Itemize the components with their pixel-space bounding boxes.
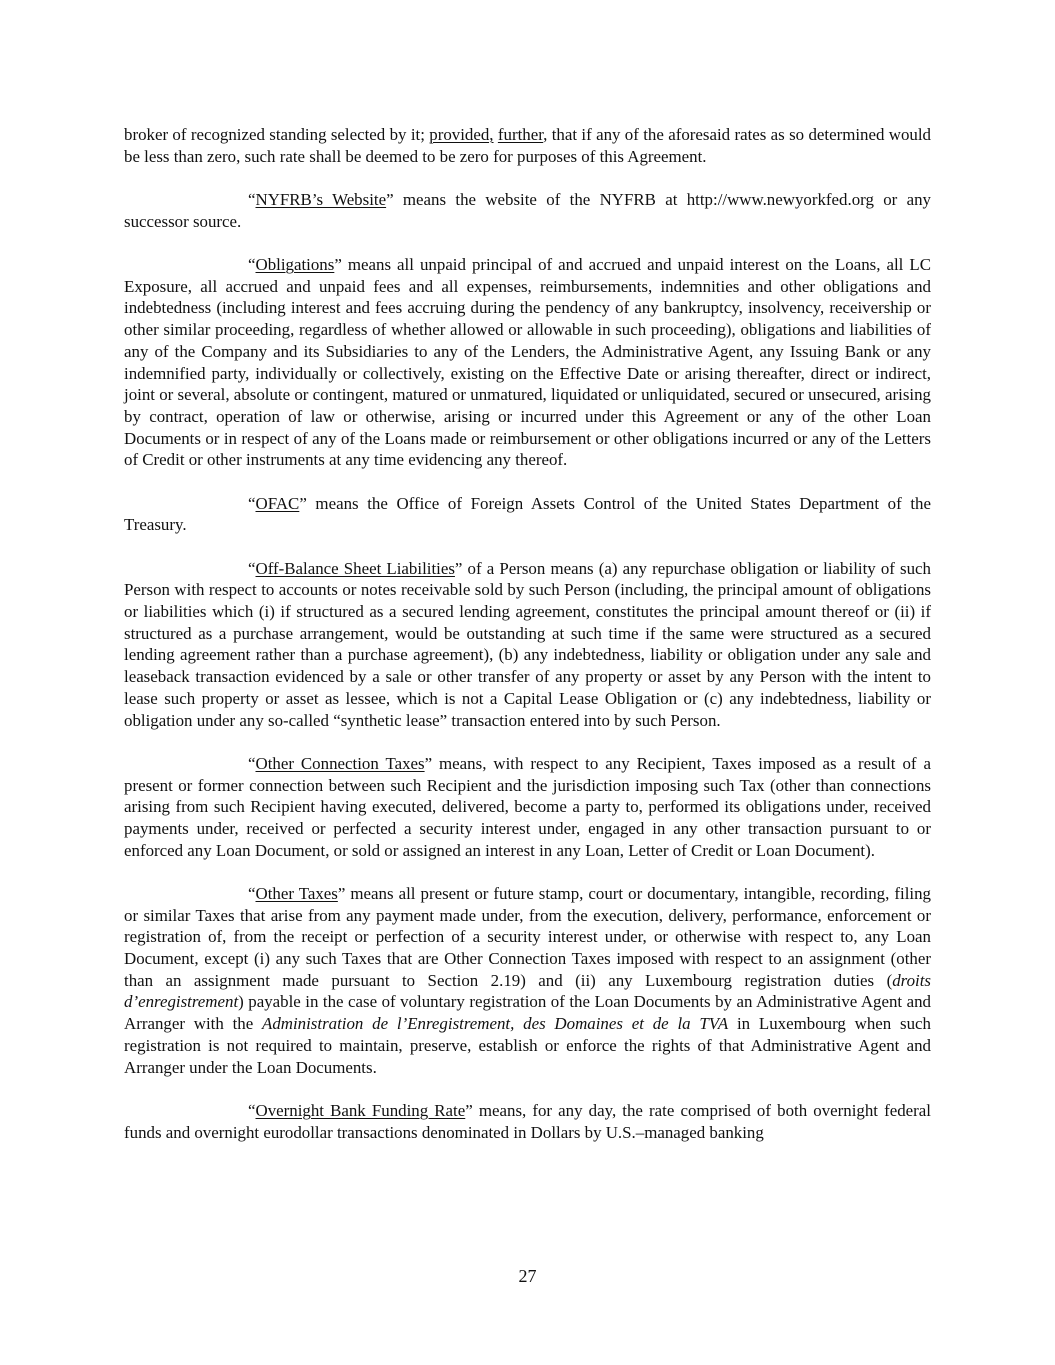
italic-phrase: Administration de l’Enregistrement, des Domaines et de la TVA <box>262 1014 729 1034</box>
page-number: 27 <box>518 1266 537 1286</box>
definition-nyfrb-website: “NYFRB’s Website” means the website of the NYFRB at http://www.newyorkfed.org or any successor source. <box>124 190 931 231</box>
paragraph-continuation: broker of recognized standing selected by it; provided, further, that if any of the aforesaid rates as so determined would be less than zero, such rate shall be deemed to be zero for purposes of this Agreement. <box>124 125 932 166</box>
definition-obligations: “Obligations” means all unpaid principal of and accrued and unpaid interest on the Loans, all LC Exposure, all accrued and unpaid fees and all expenses, reimbursements, indemnities and other obligations and indebtedness (including interest and fees accruing during the pendency of any bankruptcy, insolvency, receivership or other similar proceeding, regardless of whether allowed or allowable in such proceeding), obligations and liabilities of any of the Company and its Subsidiaries to any of the Lenders, the Administrative Agent, any Issuing Bank or any indemnified party, individually or collectively, existing on the Effective Date or arising thereafter, direct or indirect, joint or several, absolute or contingent, matured or unmatured, liquidated or unliquidated, secured or unsecured, arising by contract, operation of law or otherwise, arising or incurred under this Agreement or any of the other Loan Documents or in respect of any of the Loans made or reimbursement or other obligations incurred or any of the Letters of Credit or other instruments at any time evidencing any thereof. <box>124 255 931 470</box>
definition-other-taxes: “Other Taxes” means all present or future stamp, court or documentary, intangible, recording, filing or similar Taxes that arise from any payment made under, from the execution, delivery, performance, enforcement or registration of, from the receipt or perfection of a security interest under, or otherwise with respect to, any Loan Document, except (i) any such Taxes that are Other Connection Taxes imposed with respect to an assignment (other than an assignment made pursuant to Section 2.19) and (ii) any Luxembourg registration duties (droits d’enregistrement) payable in the case of voluntary registration of the Loan Documents by an Administrative Agent and Arranger with the Administration de l’Enregistrement, des Domaines et de la TVA in Luxembourg when such registration is not required to maintain, preserve, establish or enforce the rights of that Administrative Agent and Arranger under the Loan Documents. <box>124 883 931 1077</box>
provided-term: provided, <box>429 125 494 144</box>
defined-term: Overnight Bank Funding Rate <box>255 1100 466 1120</box>
defined-term: Obligations <box>255 255 335 274</box>
definition-off-balance-sheet-liabilities: “Off-Balance Sheet Liabilities” of a Person means (a) any repurchase obligation or liability of such Person with respect to accounts or notes receivable sold by such Person (including, the principal amount of obligations or liabilities which (i) if structured as a secured lending agreement, constitutes the principal amount thereof or (ii) if structured as a purchase arrangement, would be outstanding at such time if the same were structured as a secured lending agreement rather than a purchase agreement), (b) any indebtedness, liability or obligation under any sale and leaseback transaction evidenced by a sale or other transfer of any property or asset by any Person with the intent to lease such property or asset as lessee, which is not a Capital Lease Obligation or (c) any indebtedness, liability or obligation under any so-called “synthetic lease” transaction entered into by such Person. <box>124 558 931 730</box>
italic-phrase: droits d’enregistrement <box>124 970 931 1012</box>
defined-term: NYFRB’s Website <box>255 190 387 209</box>
definition-ofac: “OFAC” means the Office of Foreign Assets Control of the United States Department of the Treasury. <box>124 493 931 535</box>
document-body <box>124 124 931 1165</box>
definition-other-connection-taxes: “Other Connection Taxes” means, with respect to any Recipient, Taxes imposed as a result of a present or former connection between such Recipient and the jurisdiction imposing such Tax (other than connections arising from such Recipient having executed, delivered, become a party to, performed its obligations under, received payments under, received or perfected a security interest under, engaged in any other transaction pursuant to or enforced any Loan Document, or sold or assigned an interest in any Loan, Letter of Credit or Loan Document). <box>124 753 931 860</box>
definition-overnight-bank-funding-rate: “Overnight Bank Funding Rate” means, for any day, the rate comprised of both overnight federal funds and overnight eurodollar transactions denominated in Dollars by U.S.–managed banking <box>124 1100 931 1142</box>
further-term: further <box>497 125 544 144</box>
defined-term: Off-Balance Sheet Liabilities <box>255 558 455 578</box>
defined-term: OFAC <box>255 493 300 513</box>
defined-term: Other Taxes <box>255 883 338 903</box>
defined-term: Other Connection Taxes <box>255 753 425 773</box>
